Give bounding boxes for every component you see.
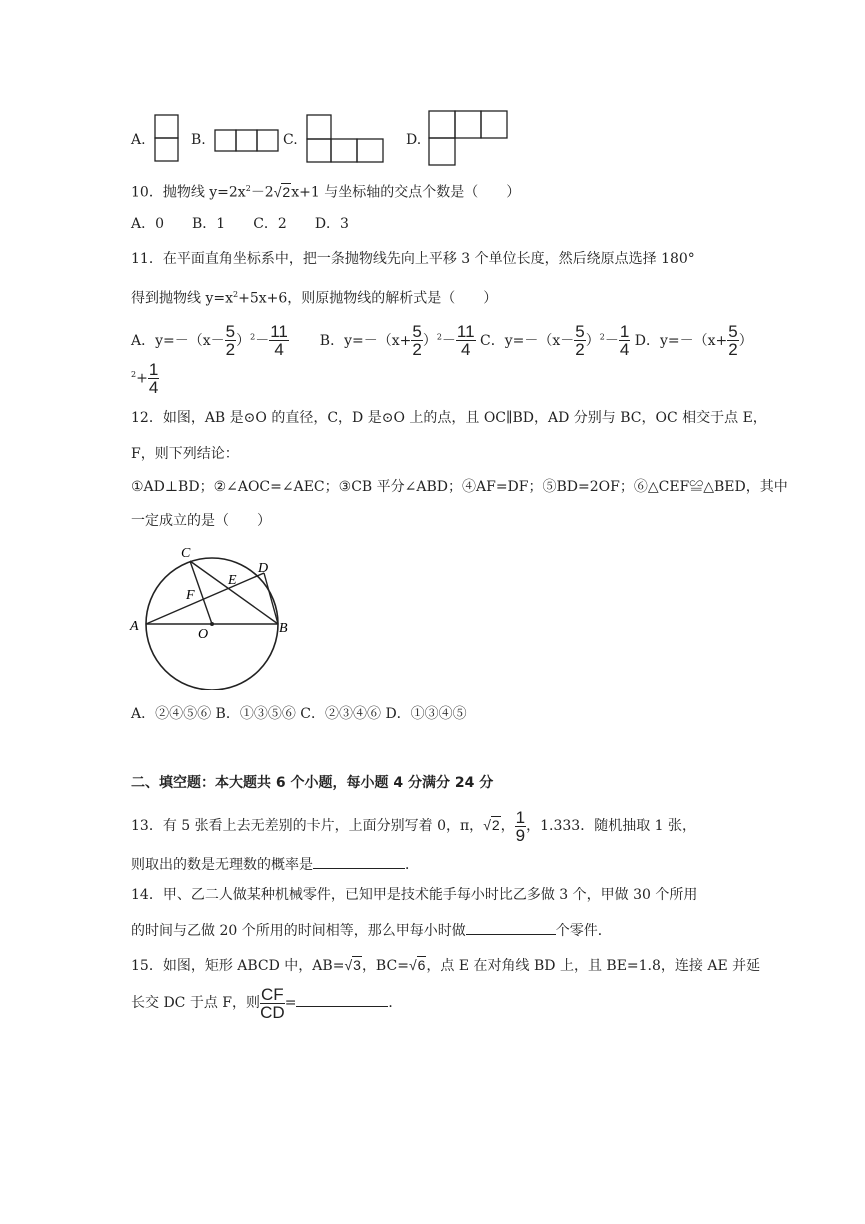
- center-point: [210, 622, 214, 626]
- q13-line2-text: 则取出的数是无理数的概率是: [131, 857, 313, 873]
- q10-options: A．0 B．1 C．2 D．3: [131, 216, 349, 232]
- denominator: 4: [274, 340, 284, 360]
- answer-blank[interactable]: [313, 854, 405, 869]
- label-a: A: [130, 619, 139, 634]
- fraction: [260, 986, 285, 1021]
- q9-option-c-label: C.: [283, 132, 298, 148]
- exponent: 2: [599, 332, 605, 341]
- q12-circle-figure: [128, 540, 298, 690]
- q12-line1: 12．如图，AB 是⊙O 的直径，C，D 是⊙O 上的点，且 OC∥BD，AD 分别与 BC，OC 相交于点 E，: [131, 410, 767, 426]
- numerator: 11: [456, 322, 475, 342]
- q11-option-a-label: A．y=－（x－: [131, 332, 225, 349]
- q13-line1-b: ，1.333．随机抽取 1 张，: [526, 818, 697, 834]
- denominator: 2: [412, 340, 422, 360]
- q15-line1-a: 15．如图，矩形 ABCD 中，AB=: [131, 958, 345, 974]
- label-d: D: [258, 561, 269, 576]
- segment-bd: [264, 573, 278, 624]
- answer-blank[interactable]: [296, 992, 388, 1007]
- q9-option-c-figure: [306, 114, 386, 164]
- fraction: [515, 809, 526, 844]
- label-o: O: [198, 627, 209, 642]
- q11-option-b: [319, 322, 480, 360]
- q11-option-d-label: D．y=－（x+: [634, 332, 728, 349]
- q10-stem: [131, 179, 520, 203]
- sqrt-icon: √6: [408, 957, 426, 973]
- q11-option-c-label: C．y=－（x－: [480, 332, 575, 349]
- q11-options: [131, 318, 753, 360]
- q9-option-a-label: A.: [131, 132, 146, 148]
- fraction: [411, 323, 422, 358]
- sqrt-icon: √2: [483, 817, 500, 833]
- q10-exponent: 2: [245, 184, 251, 193]
- fraction: [574, 323, 585, 358]
- equals: =: [284, 995, 297, 1011]
- fraction: [619, 323, 630, 358]
- q15-sqrt1: 3: [353, 957, 361, 973]
- denominator: 9: [515, 825, 526, 845]
- numerator: 5: [575, 322, 585, 342]
- q12-line4: 一定成立的是（ ）: [131, 513, 271, 529]
- paren: ）: [236, 332, 251, 349]
- q14-line1: 14．甲、乙二人做某种机械零件，已知甲是技术能手每小时比乙多做 3 个，甲做 30 个所用: [131, 887, 698, 903]
- operator: －: [255, 332, 270, 349]
- operator: －: [441, 332, 456, 349]
- operator: +: [136, 370, 148, 387]
- numerator: CF: [261, 984, 284, 1004]
- fraction: [456, 323, 476, 358]
- denominator: 4: [619, 340, 630, 360]
- q13-line2-end: ．: [405, 857, 419, 873]
- denominator: 2: [728, 340, 738, 360]
- denominator: 2: [575, 340, 585, 360]
- q11-option-d-continued: [131, 356, 159, 398]
- exponent: 2: [436, 332, 442, 341]
- segment-ad: [146, 573, 264, 624]
- label-e: E: [228, 573, 237, 588]
- denominator: 2: [225, 340, 236, 360]
- label-f: F: [186, 588, 195, 603]
- q10-sqrt-arg: 2: [282, 183, 291, 200]
- denominator: 4: [461, 340, 471, 360]
- q11-option-c: [480, 322, 635, 360]
- q9-option-d-label: D.: [406, 132, 422, 148]
- q9-option-b-figure: [214, 129, 282, 153]
- q15-sqrt2: 6: [417, 957, 426, 973]
- q12-line2: F，则下列结论：: [131, 446, 239, 462]
- q14-line2-b: 个零件．: [555, 923, 612, 939]
- q11-line1: 11．在平面直角坐标系中，把一条抛物线先向上平移 3 个单位长度，然后绕原点选择 180°: [131, 251, 695, 267]
- fraction: [148, 361, 159, 396]
- q9-option-b-label: B.: [191, 132, 206, 148]
- numerator: 5: [728, 322, 738, 342]
- q12-options: A．②④⑤⑥ B．①③⑤⑥ C．②③④⑥ D．①③④⑤: [131, 706, 467, 722]
- q13-sqrt-arg: 2: [491, 817, 500, 833]
- q11-option-d: [634, 322, 753, 360]
- q10-suffix: x+1 与坐标轴的交点个数是（ ）: [291, 184, 521, 201]
- fraction: [269, 323, 289, 358]
- q15-line1-b: ，BC=: [361, 958, 409, 974]
- paren: ）: [738, 332, 753, 349]
- q11-line2: [131, 285, 497, 309]
- answer-blank[interactable]: [466, 920, 556, 935]
- q13-line1-a: 13．有 5 张看上去无差别的卡片，上面分别写着 0，π，: [131, 818, 484, 834]
- q15-line2: [131, 984, 402, 1022]
- numerator: 5: [225, 322, 236, 342]
- paren: ）: [422, 332, 437, 349]
- q14-line2: [131, 920, 612, 941]
- section-heading: 二、填空题：本大题共 6 个小题，每小题 4 分满分 24 分: [131, 775, 494, 791]
- q14-line2-a: 的时间与乙做 20 个所用的时间相等，那么甲每小时做: [131, 923, 466, 939]
- q15-line1-c: ，点 E 在对角线 BD 上，且 BE=1.8，连接 AE 并延: [426, 958, 761, 974]
- numerator: 1: [148, 360, 159, 380]
- numerator: 1: [515, 807, 526, 827]
- label-c: C: [181, 546, 191, 561]
- q11-line2-exp: 2: [233, 290, 239, 299]
- fraction: [225, 323, 236, 358]
- q11-line2-b: +5x+6，则原抛物线的解析式是（ ）: [238, 290, 498, 307]
- fraction: [727, 323, 738, 358]
- exponent: 2: [250, 332, 256, 341]
- denominator: 4: [148, 378, 159, 398]
- exponent: 2: [131, 370, 137, 379]
- sqrt-icon: √3: [344, 957, 361, 973]
- q15-line1: [131, 955, 760, 976]
- q11-option-a: [131, 322, 293, 360]
- q13-line1: 13．有 5 张看上去无差别的卡片，上面分别写着 0，π，√2， $\frac{1}{9}$ ，1.333．随机抽取 1 张，: [131, 807, 697, 845]
- paren: ）: [585, 332, 600, 349]
- numerator: 5: [412, 322, 422, 342]
- q11-line2-a: 得到抛物线 y=x: [131, 290, 233, 307]
- q15-line2-end: ．: [388, 995, 403, 1011]
- denominator: CD: [260, 1002, 285, 1022]
- sqrt-icon: √2: [273, 183, 291, 200]
- q10-prefix: 10．抛物线 y=2x: [131, 184, 246, 201]
- q12-line3: ①AD⊥BD；②∠AOC=∠AEC；③CB 平分∠ABD；④AF=DF；⑤BD=2OF；⑥△CEF≌△BED，其中: [131, 479, 788, 495]
- q9-option-d-figure: [428, 110, 510, 168]
- q10-mid: －2: [250, 184, 274, 201]
- numerator: 1: [619, 322, 630, 342]
- q13-line2: [131, 854, 419, 875]
- numerator: 11: [270, 322, 288, 342]
- label-b: B: [279, 621, 288, 636]
- q11-option-b-label: B．y=－（x+: [319, 332, 412, 349]
- q9-option-a-figure: [154, 114, 180, 164]
- operator: －: [604, 332, 619, 349]
- q15-line2-a: 长交 DC 于点 F，则: [131, 995, 261, 1011]
